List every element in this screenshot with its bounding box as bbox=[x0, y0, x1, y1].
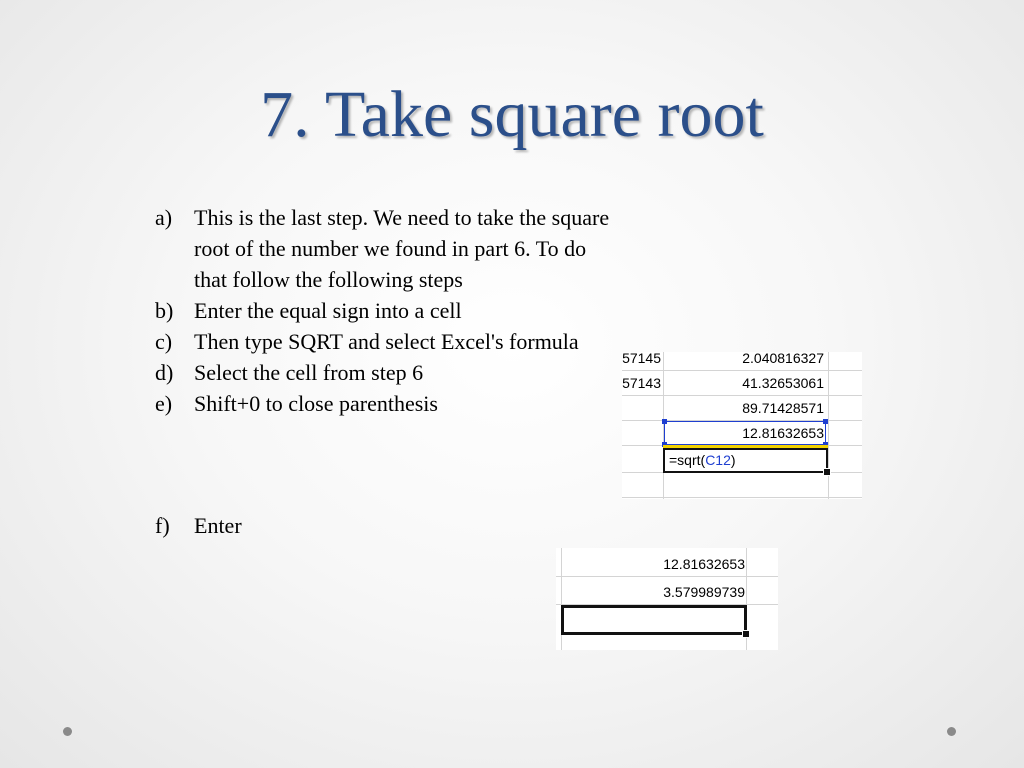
active-cell-empty[interactable] bbox=[561, 605, 747, 635]
step-item-a bbox=[155, 202, 615, 295]
excel-screenshot-result bbox=[556, 548, 778, 650]
step-marker: d) bbox=[155, 360, 174, 385]
sheet-row bbox=[622, 473, 862, 498]
step-text: Select the cell from step 6 bbox=[194, 360, 424, 385]
step-text: Enter bbox=[194, 513, 242, 538]
step-marker: a) bbox=[155, 205, 173, 230]
fill-handle[interactable] bbox=[823, 468, 831, 476]
step-text: This is the last step. We need to take the square root of the number we found in part 6. To do that follow the following steps bbox=[194, 205, 610, 292]
sheet-row bbox=[622, 371, 862, 396]
formula-text: =sqrt(C12) bbox=[669, 452, 736, 468]
sheet-cell: 2.040816327 bbox=[742, 352, 824, 366]
sheet-cell: 12.81632653 bbox=[742, 425, 824, 441]
sheet-cell: 41.32653061 bbox=[742, 375, 824, 391]
step-marker: f) bbox=[155, 513, 170, 538]
step-item-f bbox=[155, 510, 615, 541]
slide-title: 7. Take square root bbox=[260, 78, 764, 151]
step-text: Then type SQRT and select Excel's formula bbox=[194, 329, 579, 354]
slide-corner-dot-left bbox=[63, 727, 72, 736]
step-text: Enter the equal sign into a cell bbox=[194, 298, 462, 323]
slide-corner-dot-right bbox=[947, 727, 956, 736]
step-item-b bbox=[155, 295, 615, 326]
sheet-row bbox=[556, 552, 778, 577]
sheet-row bbox=[622, 352, 862, 371]
sheet-row bbox=[556, 636, 778, 650]
fill-handle[interactable] bbox=[742, 630, 750, 638]
sheet-cell: 3.579989739 bbox=[663, 584, 745, 600]
sheet-row bbox=[622, 396, 862, 421]
step-marker: c) bbox=[155, 329, 173, 354]
range-handle[interactable] bbox=[823, 419, 828, 424]
range-handle[interactable] bbox=[662, 419, 667, 424]
step-item-d bbox=[155, 357, 615, 388]
active-cell-formula[interactable] bbox=[663, 448, 828, 473]
step-text: Shift+0 to close parenthesis bbox=[194, 391, 438, 416]
step-marker: e) bbox=[155, 391, 173, 416]
sheet-cell: 89.71428571 bbox=[742, 400, 824, 416]
referenced-cell-highlight bbox=[664, 421, 826, 445]
excel-screenshot-formula bbox=[622, 352, 862, 499]
sheet-row bbox=[556, 580, 778, 605]
step-item-c bbox=[155, 326, 615, 357]
step-item-e bbox=[155, 388, 615, 419]
sheet-cell: 57145 bbox=[622, 352, 661, 366]
sheet-cell: 57143 bbox=[622, 375, 661, 391]
step-list bbox=[155, 202, 615, 541]
sheet-cell: 12.81632653 bbox=[663, 556, 745, 572]
step-marker: b) bbox=[155, 298, 174, 323]
